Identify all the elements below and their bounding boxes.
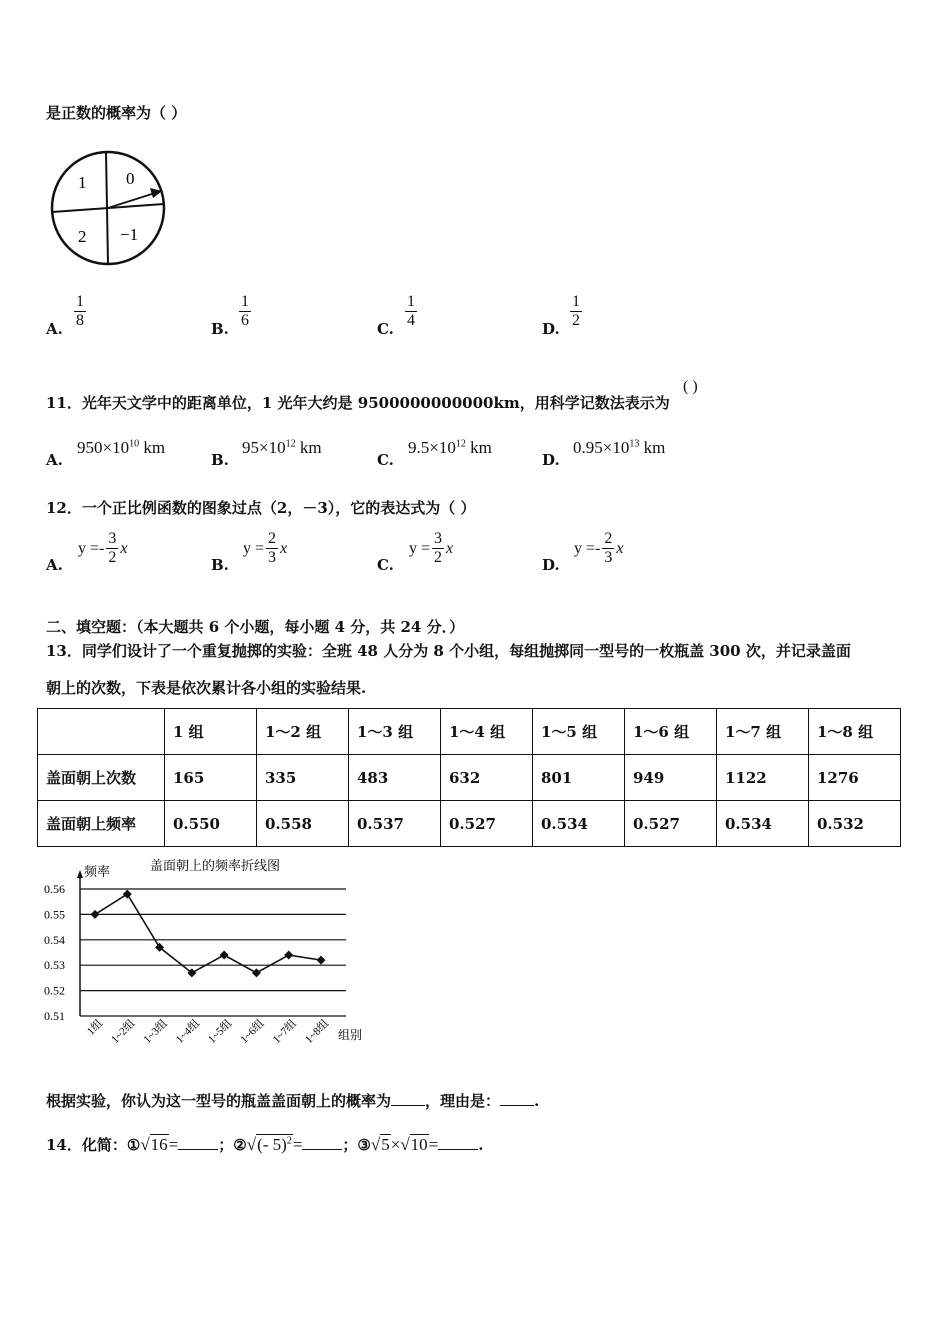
table-header-cell: 1～6 组 [625,709,717,755]
option-letter[interactable]: D. [542,320,560,338]
option-letter[interactable]: C. [377,451,394,469]
table-cell: 0.550 [165,801,257,847]
chart-y-arrow [77,870,83,878]
q14-prefix: 14．化简： [46,1136,127,1154]
chart-point [123,890,132,899]
option-letter[interactable]: A. [46,320,63,338]
answer-blank-probability[interactable] [391,1105,425,1106]
option-letter[interactable]: B. [211,320,229,338]
q12-text: 12．一个正比例函数的图象过点（2，－3），它的表达式为（ ） [46,499,476,517]
q14-eq1: = [168,1135,179,1154]
table-cell: 0.534 [533,801,625,847]
q13-question: 根据实验，你认为这一型号的瓶盖盖面朝上的概率为 [46,1092,392,1110]
q13-line1: 13．同学们设计了一个重复抛掷的实验：全班 48 人分为 8 个小组，每组抛掷同一型号的一枚瓶盖 300 次，并记录盖面 [46,642,851,660]
table-header-cell: 1～2 组 [257,709,349,755]
chart-ytick-label: 0.55 [44,907,65,922]
table-cell: 632 [441,755,533,801]
chart-xtick-label: 1~3组 [141,1017,170,1046]
spinner-label-1: 1 [78,173,87,192]
sci-notation: $95\times 10^{12}$ km [242,438,322,457]
q10-text: 是正数的概率为（ ） [46,104,187,122]
q11-answer-paren: ( ) [683,378,698,395]
fraction-denominator: 2 [572,312,580,329]
table-cell: 801 [533,755,625,801]
chart-ytick-label: 0.53 [44,958,65,973]
fraction [405,293,417,330]
chart-ytick-label: 0.52 [44,983,65,998]
q14-circle-1: ① [126,1136,141,1154]
fraction-numerator: 1 [241,293,249,310]
table-header-row [38,709,901,755]
chart-ytick-label: 0.54 [44,932,65,947]
table-cell: 0.534 [717,801,809,847]
sqrt-16: √16 [140,1135,168,1154]
linear-equation: y =- 2 3 x [574,530,624,566]
answer-blank-reason[interactable] [500,1105,534,1106]
sci-notation: $950\times 10^{10}$ km [77,438,166,457]
option-letter[interactable]: C. [377,556,394,574]
table-cell: 0.537 [349,801,441,847]
option-letter[interactable]: C. [377,320,394,338]
chart-ytick-label: 0.51 [44,1009,65,1023]
chart-title: 盖面朝上的频率折线图 [150,859,281,874]
fraction-numerator: 1 [407,293,415,310]
option-letter[interactable]: D. [542,556,560,574]
answer-blank-1[interactable] [178,1149,218,1150]
q14-circle-2: ② [233,1136,247,1154]
table-header-cell: 1～4 组 [441,709,533,755]
chart-xtick-label: 1~6组 [238,1017,267,1046]
fraction [239,293,251,330]
q11-text: 11．光年天文学中的距离单位，1 光年大约是 9500000000000km，用科学记数法表示为 [46,394,670,412]
chart-xtick-label: 1~5组 [206,1017,235,1046]
option-letter[interactable]: B. [211,556,229,574]
q14-sep1: ； [218,1136,234,1154]
table-cell: 165 [165,755,257,801]
answer-blank-2[interactable] [302,1149,342,1150]
q14-sep2: ； [342,1136,358,1154]
table-header-cell: 1～8 组 [809,709,901,755]
q14-circle-3: ③ [357,1136,371,1154]
table-cell: 盖面朝上次数 [38,755,165,801]
table-cell: 盖面朝上频率 [38,801,165,847]
linear-equation: y = 3 2 x [409,530,454,566]
chart-xtick-label: 1组 [84,1017,106,1038]
table-cell: 0.527 [625,801,717,847]
table-cell: 949 [625,755,717,801]
fraction [74,293,86,330]
table-header-cell: 1～5 组 [533,709,625,755]
table-header-cell [38,709,165,755]
chart-xtick-label: 1~4组 [173,1017,202,1046]
table-header-cell: 1 组 [165,709,257,755]
fraction-denominator: 4 [407,312,415,329]
table-header-cell: 1～3 组 [349,709,441,755]
spinner-label-neg1: −1 [120,225,139,244]
chart-ylabel: 频率 [84,865,111,880]
linear-equation: y = 2 3 x [243,530,288,566]
table-row [38,755,901,801]
q14-end: . [478,1136,484,1154]
section2-title: 二、填空题：（本大题共 6 个小题，每小题 4 分，共 24 分．） [46,618,465,636]
chart-point [317,956,326,965]
sci-notation: $9.5\times 10^{12}$ km [408,438,492,457]
option-letter[interactable]: A. [46,451,63,469]
spinner-figure [50,148,172,270]
chart-series-line [95,894,321,973]
results-table [37,708,901,847]
q14-times: × [390,1135,401,1154]
chart-point [284,951,293,960]
fraction-denominator: 6 [241,312,249,329]
chart-point [252,968,261,977]
table-cell: 0.527 [441,801,533,847]
q13-end: . [534,1092,540,1110]
table-cell: 1276 [809,755,901,801]
q14-eq3: = [428,1135,439,1154]
linear-equation: y =- 3 2 x [78,530,128,566]
fraction-denominator: 8 [76,312,84,329]
sqrt-5: √5 [370,1135,390,1154]
chart-xtick-label: 1~7组 [270,1017,299,1046]
sqrt-10: √10 [400,1135,428,1154]
q13-line2: 朝上的次数，下表是依次累计各小组的实验结果. [46,679,367,697]
option-letter[interactable]: B. [211,451,229,469]
chart-ytick-label: 0.56 [44,882,65,896]
option-letter[interactable]: A. [46,556,63,574]
spinner-label-0: 0 [126,169,135,188]
chart-xtick-label: 1~8组 [302,1017,332,1046]
answer-blank-3[interactable] [438,1149,478,1150]
chart-xlabel: 组别 [338,1028,363,1042]
chart-point [220,951,229,960]
fraction [570,293,582,330]
frequency-line-chart [40,854,380,1069]
option-letter[interactable]: D. [542,451,560,469]
q13-question-line [46,1090,539,1111]
table-header-cell: 1～7 组 [717,709,809,755]
chart-point [91,910,100,919]
table-cell: 335 [257,755,349,801]
table-cell: 1122 [717,755,809,801]
fraction-numerator: 1 [572,293,580,310]
table-cell: 0.532 [809,801,901,847]
q14-line [46,1134,483,1155]
q14-eq2: = [292,1135,303,1154]
sqrt-neg5-squared: √(- 5)$^2$ [246,1135,292,1154]
q13-reason-label: ，理由是： [425,1092,501,1110]
chart-xtick-label: 1~2组 [109,1017,138,1046]
spinner-label-2: 2 [78,227,87,246]
table-cell: 0.558 [257,801,349,847]
table-row [38,801,901,847]
fraction-numerator: 1 [76,293,84,310]
sci-notation: $0.95\times 10^{13}$ km [573,438,666,457]
table-cell: 483 [349,755,441,801]
